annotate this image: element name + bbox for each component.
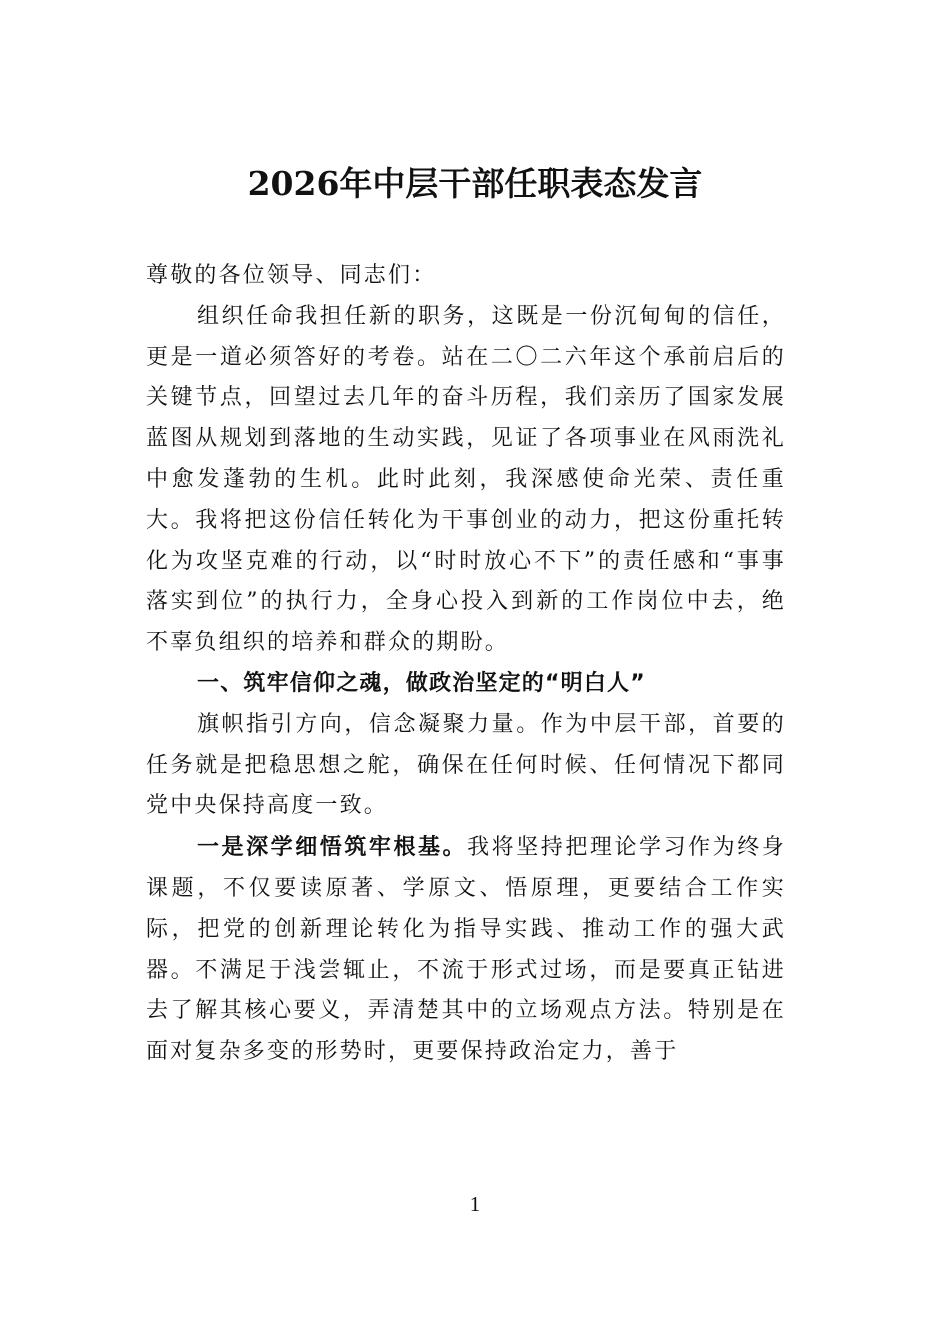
page-number: 1 xyxy=(469,1192,481,1216)
point-1-paragraph xyxy=(146,827,786,1073)
document-body xyxy=(146,256,786,1073)
point-1-lead: 一是深学细悟筑牢根基。 xyxy=(197,834,468,861)
document-title: 2026年中层干部任职表态发言 xyxy=(247,164,703,203)
section-1-intro-paragraph: 旗帜指引方向，信念凝聚力量。作为中层干部，首要的任务就是把稳思想之舵，确保在任何时候、任何情况下都同党中央保持高度一致。 xyxy=(146,711,786,819)
section-heading-1: 一、筑牢信仰之魂，做政治坚定的“明白人” xyxy=(197,670,646,696)
intro-paragraph: 组织任命我担任新的职务，这既是一份沉甸甸的信任，更是一道必须答好的考卷。站在二〇二六年这个承前启后的关键节点，回望过去几年的奋斗历程，我们亲历了国家发展蓝图从规划到落地的生动实践，见证了各项事业在风雨洗礼中愈发蓬勃的生机。此时此刻，我深感使命光荣、责任重大。我将把这份信任转化为干事创业的动力，把这份重托转化为攻坚克难的行动，以“时时放心不下”的责任感和“事事落实到位”的执行力，全身心投入到新的工作岗位中去，绝不辜负组织的培养和群众的期盼。 xyxy=(146,303,786,656)
salutation: 尊敬的各位领导、同志们： xyxy=(146,263,437,288)
point-1-body: 我将坚持把理论学习作为终身课题，不仅要读原著、学原文、悟原理，更要结合工作实际，把党的创新理论转化为指导实践、推动工作的强大武器。不满足于浅尝辄止，不流于形式过场，而是要真正钻进去了解其核心要义，弄清楚其中的立场观点方法。特别是在面对复杂多变的形势时，更要保持政治定力，善于 xyxy=(146,835,786,1065)
